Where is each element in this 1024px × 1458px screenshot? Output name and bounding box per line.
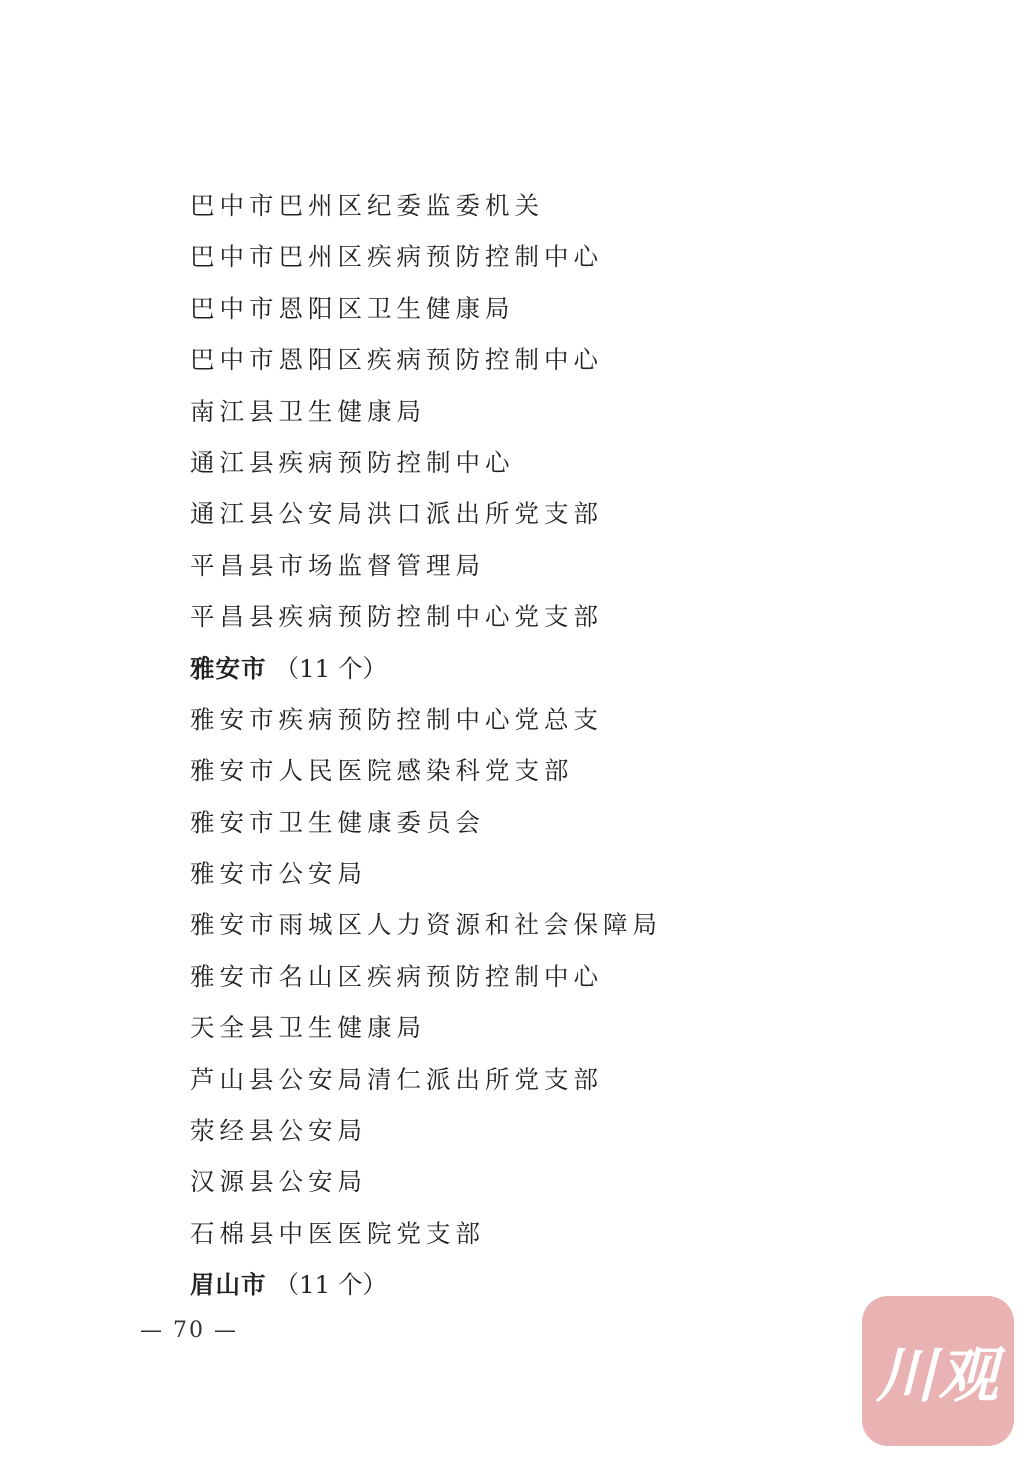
- list-item: 平昌县疾病预防控制中心党支部: [190, 602, 603, 632]
- list-item: 巴中市恩阳区疾病预防控制中心: [190, 345, 603, 375]
- list-item: 巴中市巴州区纪委监委机关: [190, 191, 544, 220]
- list-item: 雅安市卫生健康委员会: [190, 807, 485, 837]
- city-count: （11 个）: [274, 653, 387, 683]
- city-count: （11 个）: [274, 1270, 387, 1300]
- list-item: 南江县卫生健康局: [190, 396, 426, 426]
- list-item: 巴中市恩阳区卫生健康局: [190, 293, 515, 323]
- city-heading: [190, 1259, 830, 1310]
- city-name: 眉山市: [190, 1270, 267, 1300]
- list-item: 通江县疾病预防控制中心: [190, 447, 515, 477]
- list-item: 雅安市名山区疾病预防控制中心: [190, 961, 603, 991]
- list-item: 雅安市人民医院感染科党支部: [190, 756, 574, 786]
- list-item: 通江县公安局洪口派出所党支部: [190, 499, 603, 529]
- list-item: 雅安市雨城区人力资源和社会保障局: [190, 910, 662, 940]
- list-item: 雅安市公安局: [190, 859, 367, 889]
- list-item: 荥经县公安局: [190, 1116, 367, 1146]
- watermark-logo: [862, 1296, 1014, 1446]
- organization-list: [190, 180, 830, 1311]
- watermark-text: 川观: [876, 1341, 1000, 1411]
- list-item: 天全县卫生健康局: [190, 1013, 426, 1043]
- page-number: — 70 —: [140, 1318, 238, 1343]
- list-item: 平昌县市场监督管理局: [190, 550, 485, 580]
- list-item: 雅安市疾病预防控制中心党总支: [190, 704, 603, 734]
- list-item: 石棉县中医医院党支部: [190, 1218, 485, 1248]
- list-item: 巴中市巴州区疾病预防控制中心: [190, 242, 603, 272]
- list-item: 汉源县公安局: [190, 1167, 367, 1197]
- city-heading: [190, 643, 830, 694]
- list-item: 芦山县公安局清仁派出所党支部: [190, 1064, 603, 1094]
- city-name: 雅安市: [190, 653, 267, 683]
